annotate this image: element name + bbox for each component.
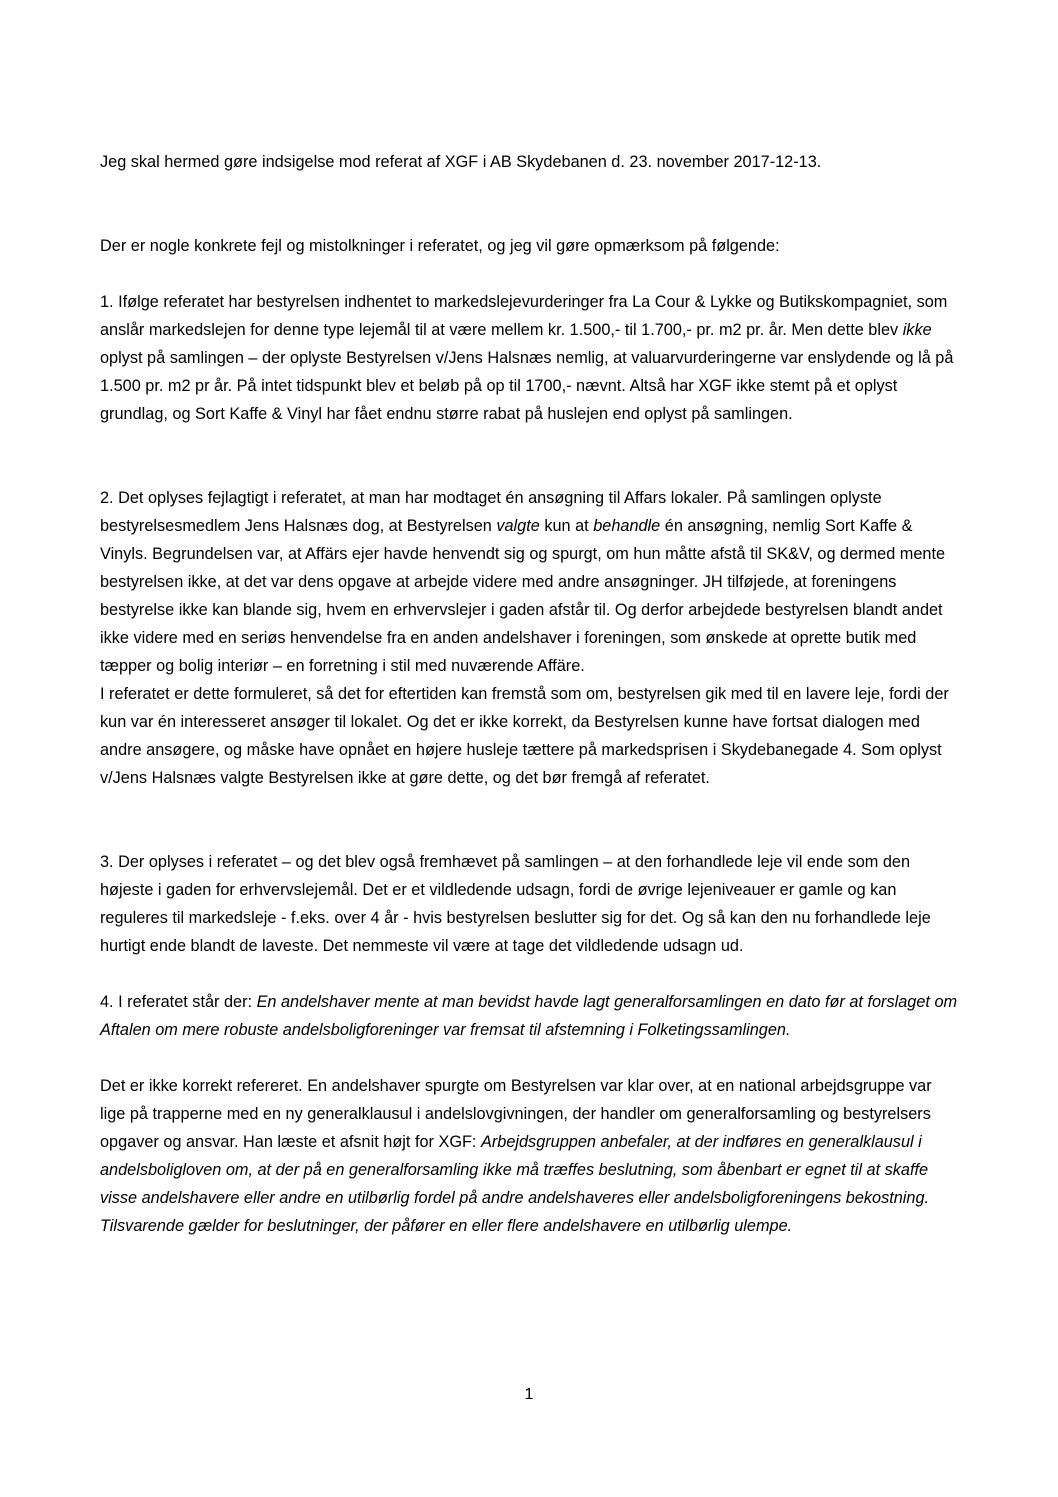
document-intro-paragraph: Der er nogle konkrete fejl og mistolkninger i referatet, og jeg vil gøre opmærksom på følgende: <box>100 237 780 255</box>
item-1-text-part-1: 1. Ifølge referatet har bestyrelsen indhentet to markedslejevurderinger fra La Cour & Lykke og Butikskompagniet, som anslår markedslejen for denne type lejemål til at være mellem kr. 1.500,- til 1.700,- pr. m2 pr. år. Men dette blev <box>100 293 948 339</box>
document-body <box>100 148 960 1240</box>
item-4-quoted-passage: En andelshaver mente at man bevidst havde lagt generalforsamlingen en dato før at forslaget om Aftalen om mere robuste andelsboligforeninger var fremsat til afstemning i Folketingssamlingen. <box>100 993 958 1039</box>
item-2-text-part-2: kun at <box>539 517 594 535</box>
item-1-text-part-2: oplyst på samlingen – der oplyste Bestyrelsen v/Jens Halsnæs nemlig, at valuarvurderingerne var enslydende og lå på 1.500 pr. m2 pr år. På intet tidspunkt blev et beløb på op til 1700,- nævnt. Altså har XGF ikke stemt på et oplyst grundlag, og Sort Kaffe & Vinyl har fået endnu større rabat på huslejen end oplyst på samlingen. <box>100 349 954 423</box>
item-4-lead-text: 4. I referatet står der: <box>100 993 257 1011</box>
document-heading: Jeg skal hermed gøre indsigelse mod referat af XGF i AB Skydebanen d. 23. november 2017-12-13. <box>100 153 822 171</box>
paragraph-item-2 <box>100 484 960 680</box>
paragraph-item-3: 3. Der oplyses i referatet – og det blev også fremhævet på samlingen – at den forhandlede leje vil ende som den højeste i gaden for erhvervslejemål. Det er et vildledende udsagn, fordi de øvrige lejeniveauer er gamle og kan reguleres til markedsleje - f.eks. over 4 år - hvis bestyrelsen beslutter sig for det. Og så kan den nu forhandlede leje hurtigt ende blandt de laveste. Det nemmeste vil være at tage det vildledende udsagn ud. <box>100 853 931 955</box>
closing-text-part-1: Det er ikke korrekt refereret. En andelshaver spurgte om Bestyrelsen var klar over, at en national arbejdsgruppe var lige på trapperne med en ny generalklausul i andelslovgivningen, der handler om generalforsamling og bestyrelsers opgaver og ansvar. Han læste et afsnit højt for XGF: <box>100 1077 932 1151</box>
closing-quoted-passage: Arbejdsgruppen anbefaler, at der indføres en generalklausul i andelsboligloven om, at der på en generalforsamling ikke må træffes beslutning, som åbenbart er egnet til at skaffe visse andelshavere eller andre en utilbørlig fordel på andre andelshaveres eller andelsboligforeningens bekostning. Tilsvarende gælder for beslutninger, der påfører en eller flere andelshavere en utilbørlig ulempe. <box>100 1133 930 1235</box>
paragraph-item-2-continuation: I referatet er dette formuleret, så det for eftertiden kan fremstå som om, bestyrelsen gik med til en lavere leje, fordi der kun var én interesseret ansøger til lokalet. Og det er ikke korrekt, da Bestyrelsen kunne have fortsat dialogen med andre ansøgere, og måske have opnået en højere husleje tættere på markedsprisen i Skydebanegade 4. Som oplyst v/Jens Halsnæs valgte Bestyrelsen ikke at gøre dette, og det bør fremgå af referatet. <box>100 685 949 787</box>
item-2-emphasis-valgte: valgte <box>496 517 540 535</box>
paragraph-item-1 <box>100 288 960 428</box>
item-2-text-part-3: én ansøgning, nemlig Sort Kaffe & Vinyls. Begrundelsen var, at Affärs ejer havde henvendt sig og spurgt, om hun måtte afstå til SK&V, og dermed mente bestyrelsen ikke, at det var dens opgave at arbejde videre med andre ansøgninger. JH tilføjede, at foreningens bestyrelse ikke kan blande sig, hvem en erhvervslejer i gaden afstår til. Og derfor arbejdede bestyrelsen blandt andet ikke videre med en seriøs henvendelse fra en anden andelshaver i foreningen, som ønskede at oprette butik med tæpper og bolig interiør – en forretning i stil med nuværende Affäre. <box>100 517 946 675</box>
paragraph-item-4 <box>100 988 960 1044</box>
page-number: 1 <box>524 1386 534 1403</box>
item-2-emphasis-behandle: behandle <box>593 517 661 535</box>
item-2-text-part-1: 2. Det oplyses fejlagtigt i referatet, at man har modtaget én ansøgning til Affars lokaler. På samlingen oplyste bestyrelsesmedlem Jens Halsnæs dog, at Bestyrelsen <box>100 489 882 535</box>
item-1-emphasis-ikke: ikke <box>902 321 932 339</box>
paragraph-closing <box>100 1072 960 1240</box>
